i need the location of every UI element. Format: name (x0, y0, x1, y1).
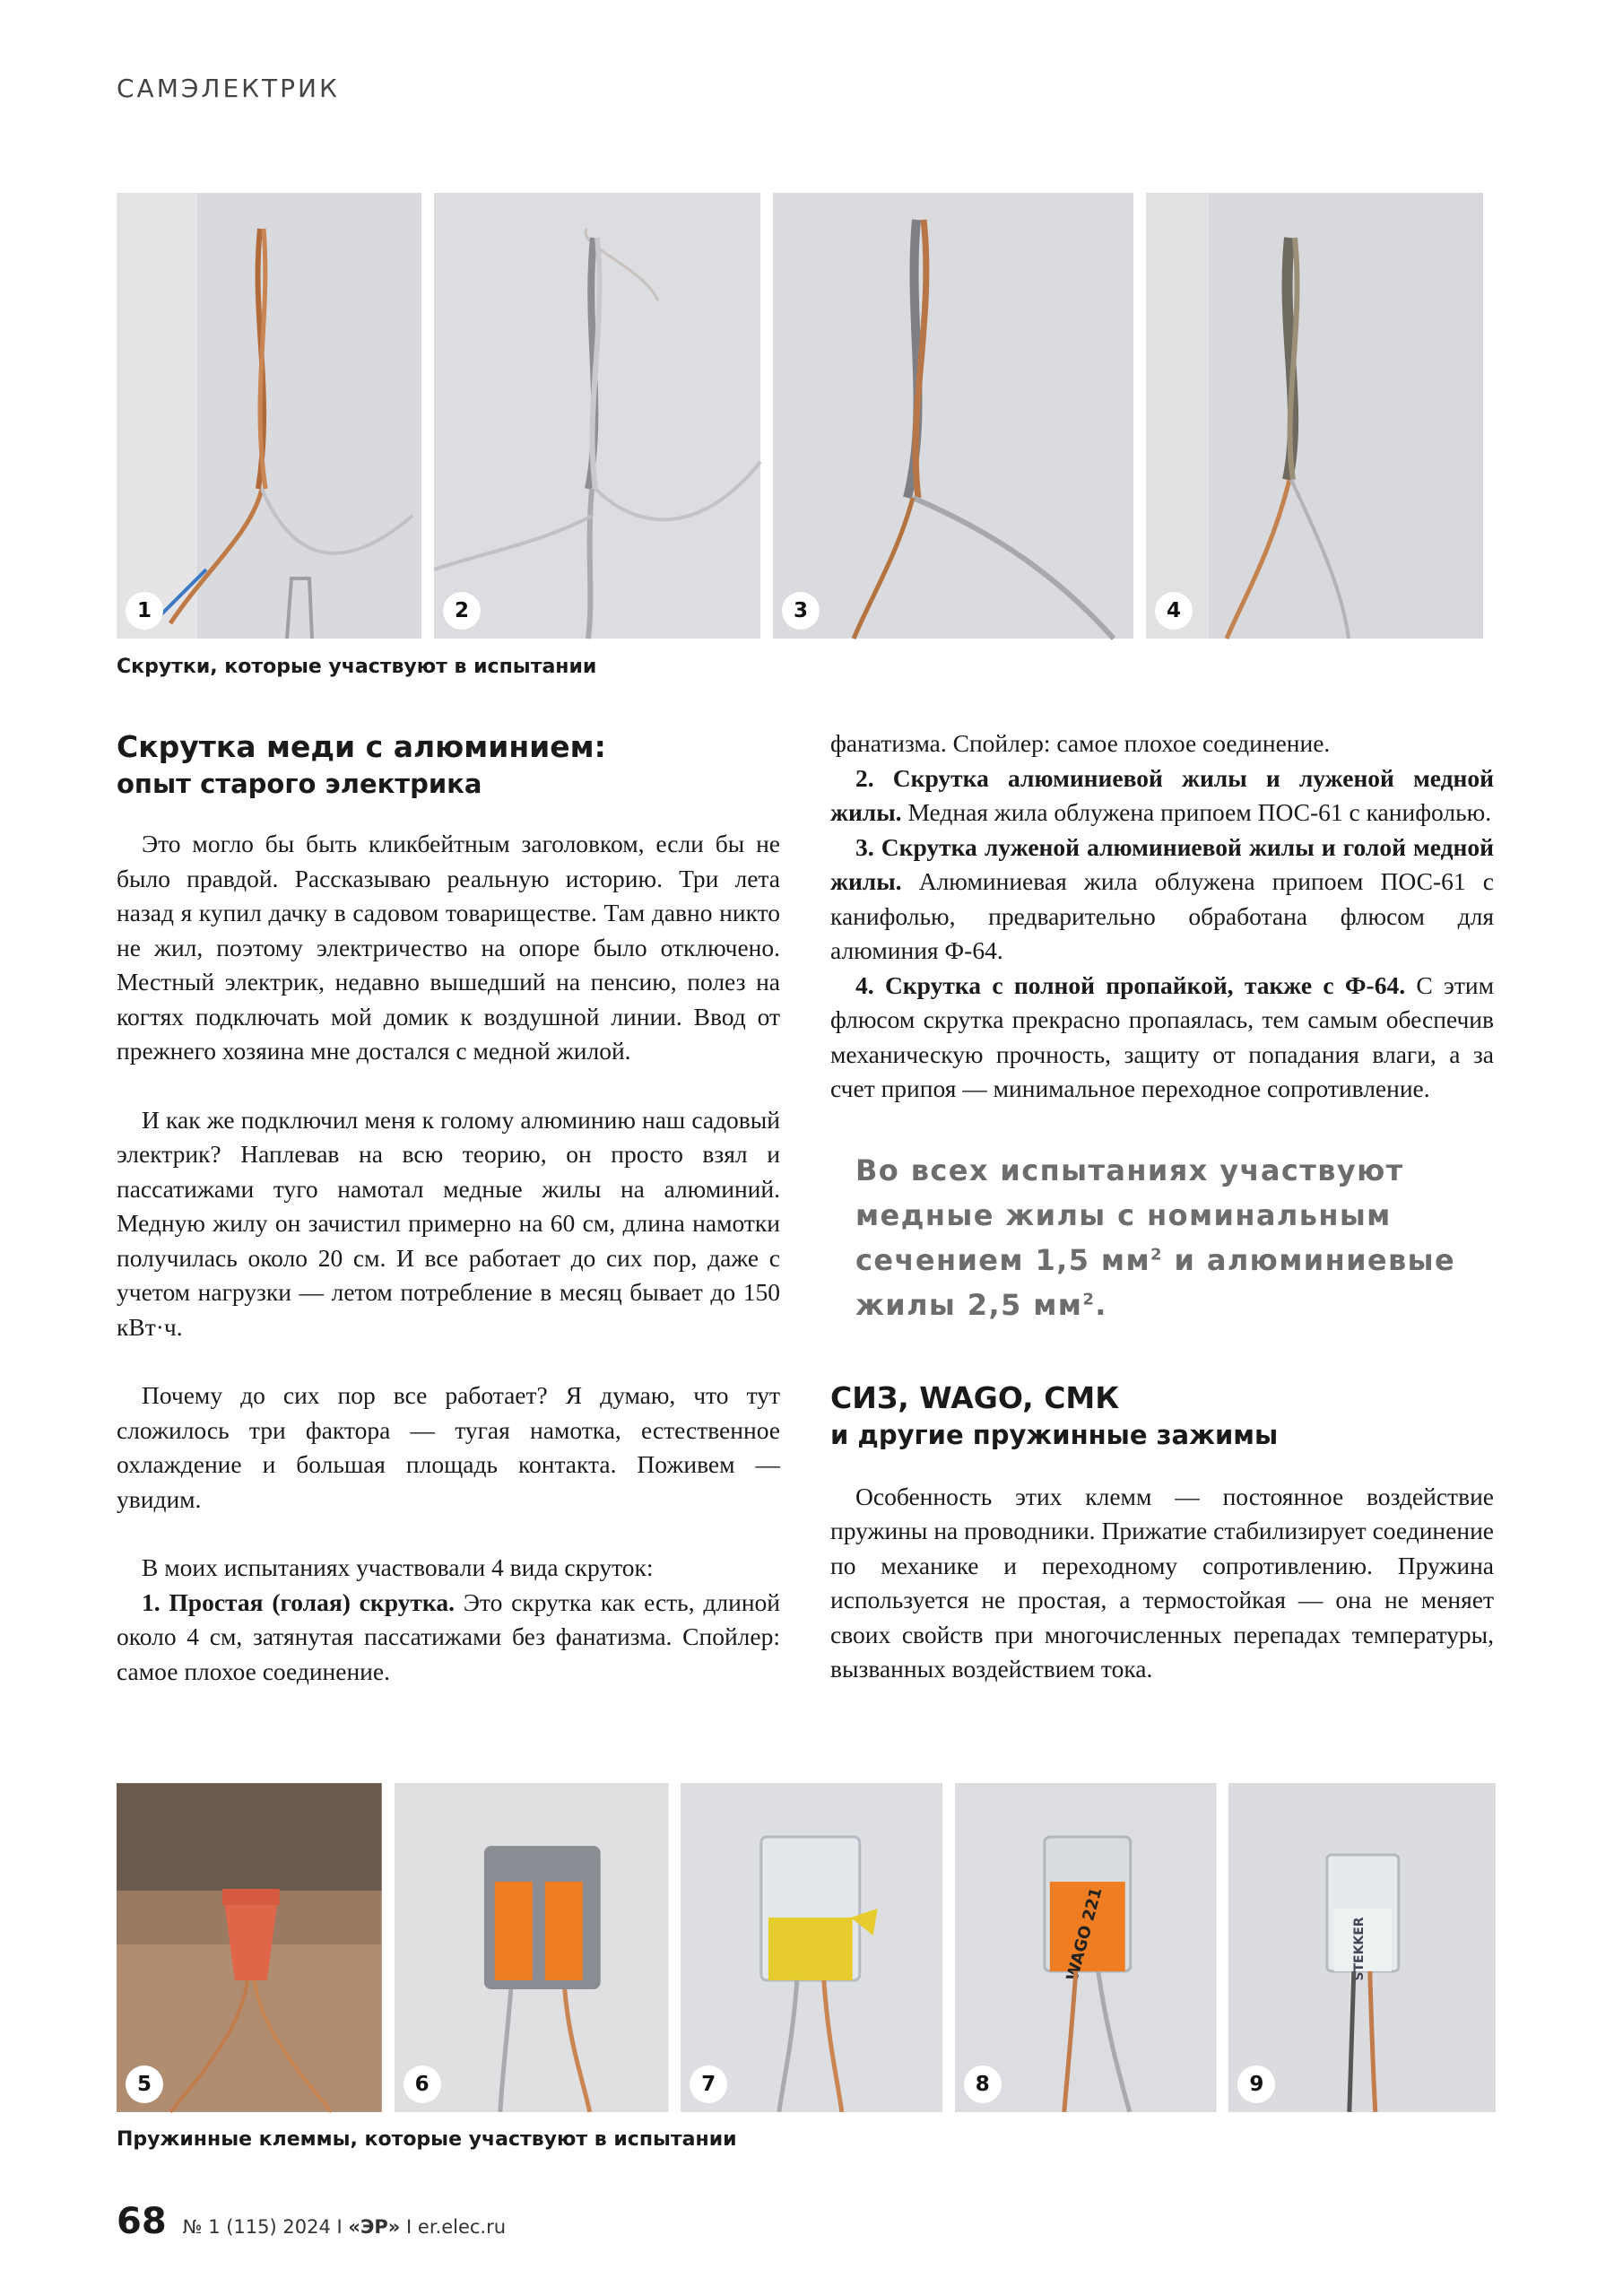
callout (830, 1148, 1494, 1327)
twist-type-1-title: 1. Простая (голая) скрутка. (142, 1587, 455, 1616)
tinned-aluminium-twist-image (773, 193, 1133, 639)
clamp-photo-9 (1228, 1783, 1496, 2112)
twist-type-2 (830, 761, 1494, 831)
right-column (830, 726, 1494, 1687)
clamp-photo-7 (681, 1783, 942, 2112)
article1-title-line1: Скрутка меди с алюминием: (117, 729, 606, 764)
article1-title-line2: опыт старого электрика (117, 769, 482, 799)
footer-separator: I (406, 2216, 412, 2238)
photo-number-badge: 1 (126, 592, 163, 630)
article2-paragraph-1: Особенность этих клемм — постоянное воздействие пружины на проводники. Прижатие стабилизирует соединение по механике и переходному сопротивлению. Пружина используется не простая, а термостойкая — она не меняет своих свойств при многочисленных перепадах температуры, вызванных воздействием тока. (830, 1482, 1494, 1683)
clamps-photo-row (117, 1783, 1496, 2112)
smk-clamp-image (681, 1783, 942, 2112)
article1-paragraph-3: Почему до сих пор все работает? Я думаю, что тут сложилось три фактора — тугая намотка, естественное охлаждение и большая площадь контакта. Поживем — увидим. (117, 1381, 780, 1513)
twist-photo-2 (434, 193, 760, 639)
photo-number-badge: 8 (964, 2066, 1002, 2103)
twist-type-3 (830, 831, 1494, 969)
twist-type-3-title: 3. Скрутка луженой алюминиевой жилы и голой медной жилы. (830, 832, 1494, 895)
clamps-caption: Пружинные клеммы, которые участвуют в испытании (117, 2128, 737, 2151)
twist-photo-3 (773, 193, 1133, 639)
wago-label: WAGO 221 (1063, 1885, 1107, 1983)
callout-sup-1: 2 (1150, 1244, 1163, 1264)
photo-number-badge: 3 (782, 592, 820, 630)
article1-paragraph-4: В моих испытаниях участвовали 4 вида скруток: (142, 1553, 654, 1581)
twist-photo-1 (117, 193, 421, 639)
article2-title-line1: СИЗ, WAGO, СМК (830, 1379, 1120, 1415)
website[interactable]: er.elec.ru (417, 2216, 507, 2238)
page-footer (117, 2201, 506, 2242)
stekker-label: STEKKER (1352, 1917, 1367, 1981)
copper-twist-image (117, 193, 421, 639)
photo-number-badge: 9 (1237, 2066, 1275, 2103)
photo-number-badge: 6 (404, 2066, 441, 2103)
article1-paragraph-1: Это могло бы быть кликбейтным заголовком, если бы не было правдой. Рассказываю реальную историю. Три лета назад я купил дачку в садовом товариществе. Там давно никто не жил, поэтому электричество на опоре было отключено. Местный электрик, недавно вышедший на пенсию, полез на когтях подключать мой домик к воздушной линии. Ввод от прежнего хозяина мне достался с медной жилой. (117, 830, 780, 1065)
article2-title-line2: и другие пружинные зажимы (830, 1419, 1279, 1450)
callout-text-b: и алюминиевые жилы 2,5 мм (855, 1242, 1456, 1322)
article2-heading (830, 1379, 1494, 1453)
photo-number-badge: 5 (126, 2066, 163, 2103)
clamp-photo-5 (117, 1783, 382, 2112)
photo-number-badge: 4 (1155, 592, 1193, 630)
photo-number-badge: 7 (690, 2066, 727, 2103)
callout-text-a: Во всех испытаниях участвуют медные жилы с номинальным сечением 1,5 мм (855, 1152, 1404, 1277)
article1-heading (117, 728, 780, 802)
footer-separator: I (336, 2216, 343, 2238)
soldered-twist-image (1146, 193, 1483, 639)
clamp-photo-6 (395, 1783, 669, 2112)
callout-text-c: . (1095, 1287, 1107, 1322)
magazine-name: «ЭР» (348, 2216, 401, 2238)
twist-type-2-title: 2. Скрутка алюминиевой жилы и луженой медной жилы. (830, 763, 1494, 826)
twist-type-3-text: Алюминиевая жила облужена припоем ПОС-61 с канифолью, предварительно обработана флюсом для алюминия Ф-64. (830, 867, 1494, 964)
twist-type-4 (830, 969, 1494, 1107)
callout-sup-2: 2 (1082, 1289, 1096, 1309)
twist-type-4-title: 4. Скрутка с полной пропайкой, также с Ф-64. (855, 970, 1406, 999)
twist-type-1 (117, 1586, 781, 1685)
wago-lever-image (395, 1783, 669, 2112)
wago-221-image (955, 1783, 1217, 2112)
clamp-photo-8 (955, 1783, 1217, 2112)
stekker-clamp-image (1228, 1783, 1496, 2112)
siz-cap-image (117, 1783, 382, 2112)
twist-type-1-continued: фанатизма. Спойлер: самое плохое соединение. (830, 729, 1331, 757)
section-tag: САМЭЛЕКТРИК (117, 74, 340, 103)
left-column (117, 728, 781, 1685)
footer-info (183, 2216, 506, 2238)
twist-photo-4 (1146, 193, 1483, 639)
twist-type-4-text: С этим флюсом скрутка прекрасно пропаялась, тем самым обеспечив механическую прочность, защиту от попадания влаги, а за счет припоя — минимальное переходное сопротивление. (830, 970, 1494, 1102)
twist-type-2-text: Медная жила облужена припоем ПОС-61 с канифолью. (901, 798, 1492, 826)
article1-paragraph-2: И как же подключил меня к голому алюминию наш садовый электрик? Наплевав на всю теорию, он просто взял и пассатижами туго намотал медные жилы на алюминий. Медную жилу он зачистил примерно на 60 см, длина намотки получилась около 20 см. И все работает до сих пор, даже с учетом нагрузки — летом потребление в месяц бывает до 150 кВт·ч. (117, 1105, 780, 1341)
tinned-twist-image (434, 193, 760, 639)
page-number: 68 (117, 2201, 167, 2242)
twists-photo-row (117, 193, 1496, 639)
twist-type-1-text: Это скрутка как есть, длиной около 4 см, затянутая пассатижами без фанатизма. Спойлер: самое плохое соединение. (117, 1587, 781, 1685)
issue-number: № 1 (115) 2024 (182, 2216, 331, 2238)
photo-number-badge: 2 (443, 592, 481, 630)
twists-caption: Скрутки, которые участвуют в испытании (117, 656, 597, 678)
